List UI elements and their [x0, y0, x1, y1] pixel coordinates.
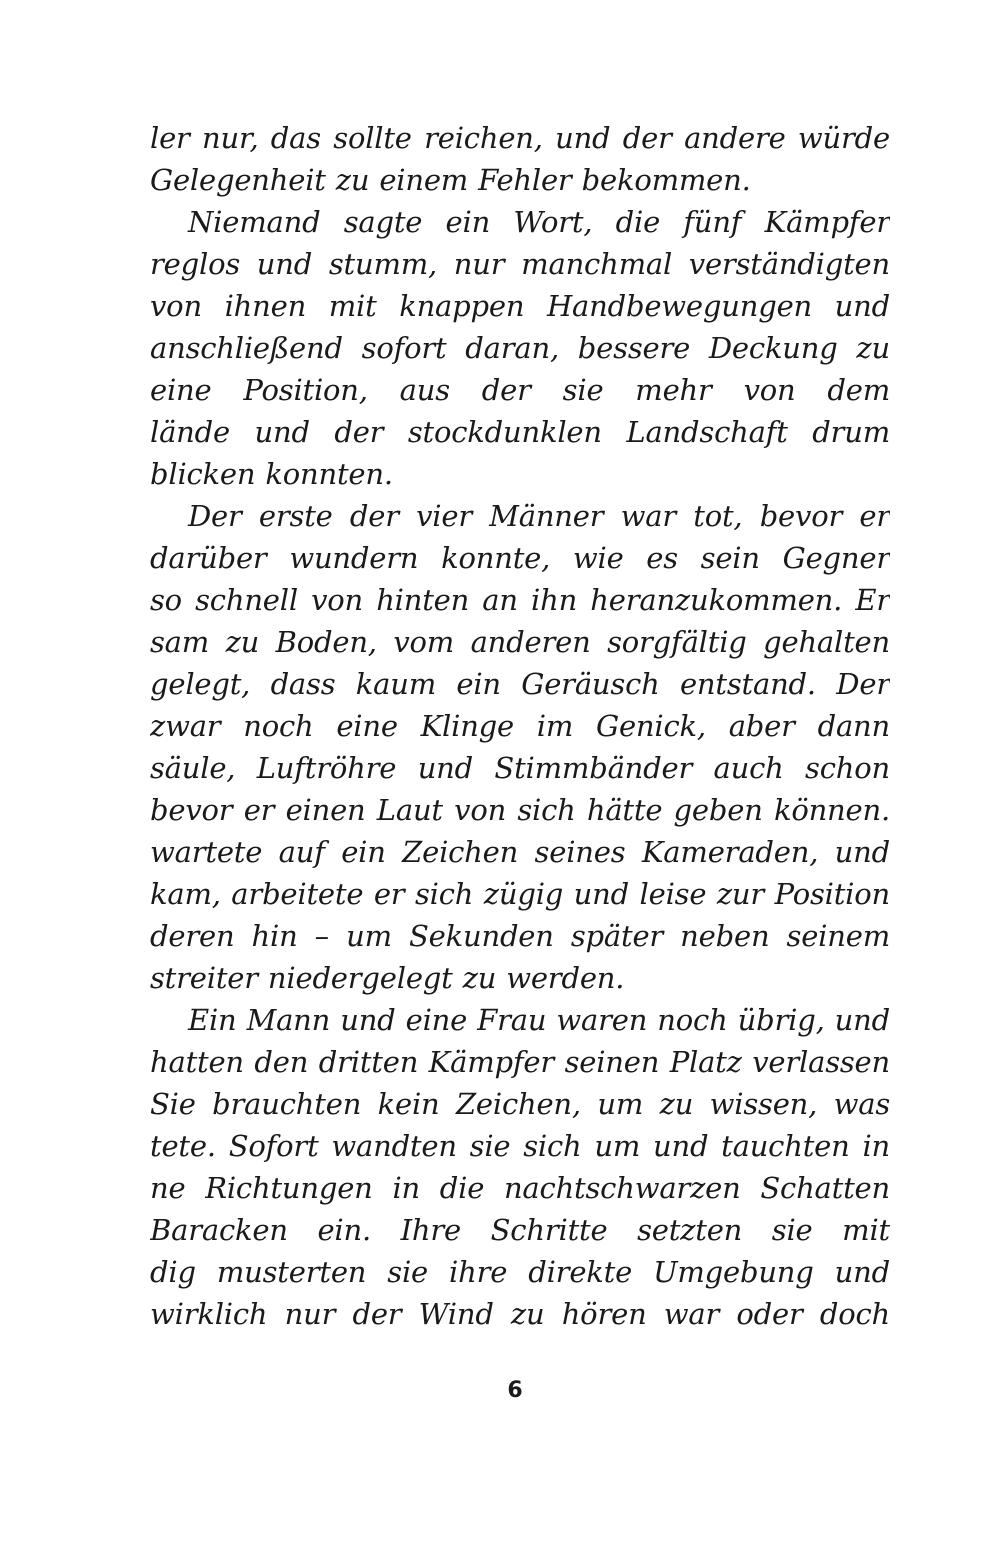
text-line: wartete auf ein Zeichen seines Kameraden, und — [150, 835, 890, 869]
text-line: zwar noch eine Klinge im Genick, aber dann — [150, 709, 890, 743]
text-line: gelegt, dass kaum ein Geräusch entstand. Der — [150, 667, 890, 701]
page-number: 6 — [507, 1378, 523, 1403]
text-line: bevor er einen Laut von sich hätte geben können. — [150, 793, 890, 827]
text-line: Baracken ein. Ihre Schritte setzten sie mit — [150, 1213, 890, 1247]
text-line: streiter niedergelegt zu werden. — [150, 961, 625, 995]
text-line: dig musterten sie ihre direkte Umgebung und — [150, 1255, 890, 1289]
text-line: hatten den dritten Kämpfer seinen Platz verlassen — [150, 1045, 890, 1079]
text-line: eine Position, aus der sie mehr von dem — [150, 373, 890, 407]
text-line: darüber wundern konnte, wie es sein Gegner — [150, 541, 890, 575]
text-line: wirklich nur der Wind zu hören war oder doch — [150, 1297, 890, 1331]
body-text — [150, 117, 890, 1335]
text-line: Sie brauchten kein Zeichen, um zu wissen, was — [150, 1087, 890, 1121]
text-line: tete. Sofort wandten sie sich um und tauchten in — [150, 1129, 890, 1163]
text-line: blicken konnten. — [150, 457, 393, 491]
text-line: reglos und stumm, nur manchmal verständigten — [150, 247, 890, 281]
text-line: kam, arbeitete er sich zügig und leise zur Position — [150, 877, 890, 911]
text-line: ne Richtungen in die nachtschwarzen Schatten — [150, 1171, 890, 1205]
text-line: sam zu Boden, vom anderen sorgfältig gehalten — [150, 625, 890, 659]
text-line: von ihnen mit knappen Handbewegungen und — [150, 289, 890, 323]
text-line: säule, Luftröhre und Stimmbänder auch schon — [150, 751, 890, 785]
text-line: deren hin – um Sekunden später neben seinem — [150, 919, 890, 953]
paragraph-first-line: Niemand sagte ein Wort, die fünf Kämpfer — [188, 205, 890, 239]
text-line: so schnell von hinten an ihn heranzukommen. Er — [150, 583, 890, 617]
text-line: lände und der stockdunklen Landschaft drum — [150, 415, 890, 449]
text-line: anschließend sofort daran, bessere Deckung zu — [150, 331, 890, 365]
text-line: Gelegenheit zu einem Fehler bekommen. — [150, 163, 751, 197]
text-line: ler nur, das sollte reichen, und der andere würde — [150, 121, 890, 155]
paragraph-first-line: Der erste der vier Männer war tot, bevor er — [188, 499, 890, 533]
paragraph-first-line: Ein Mann und eine Frau waren noch übrig, und — [188, 1003, 890, 1037]
